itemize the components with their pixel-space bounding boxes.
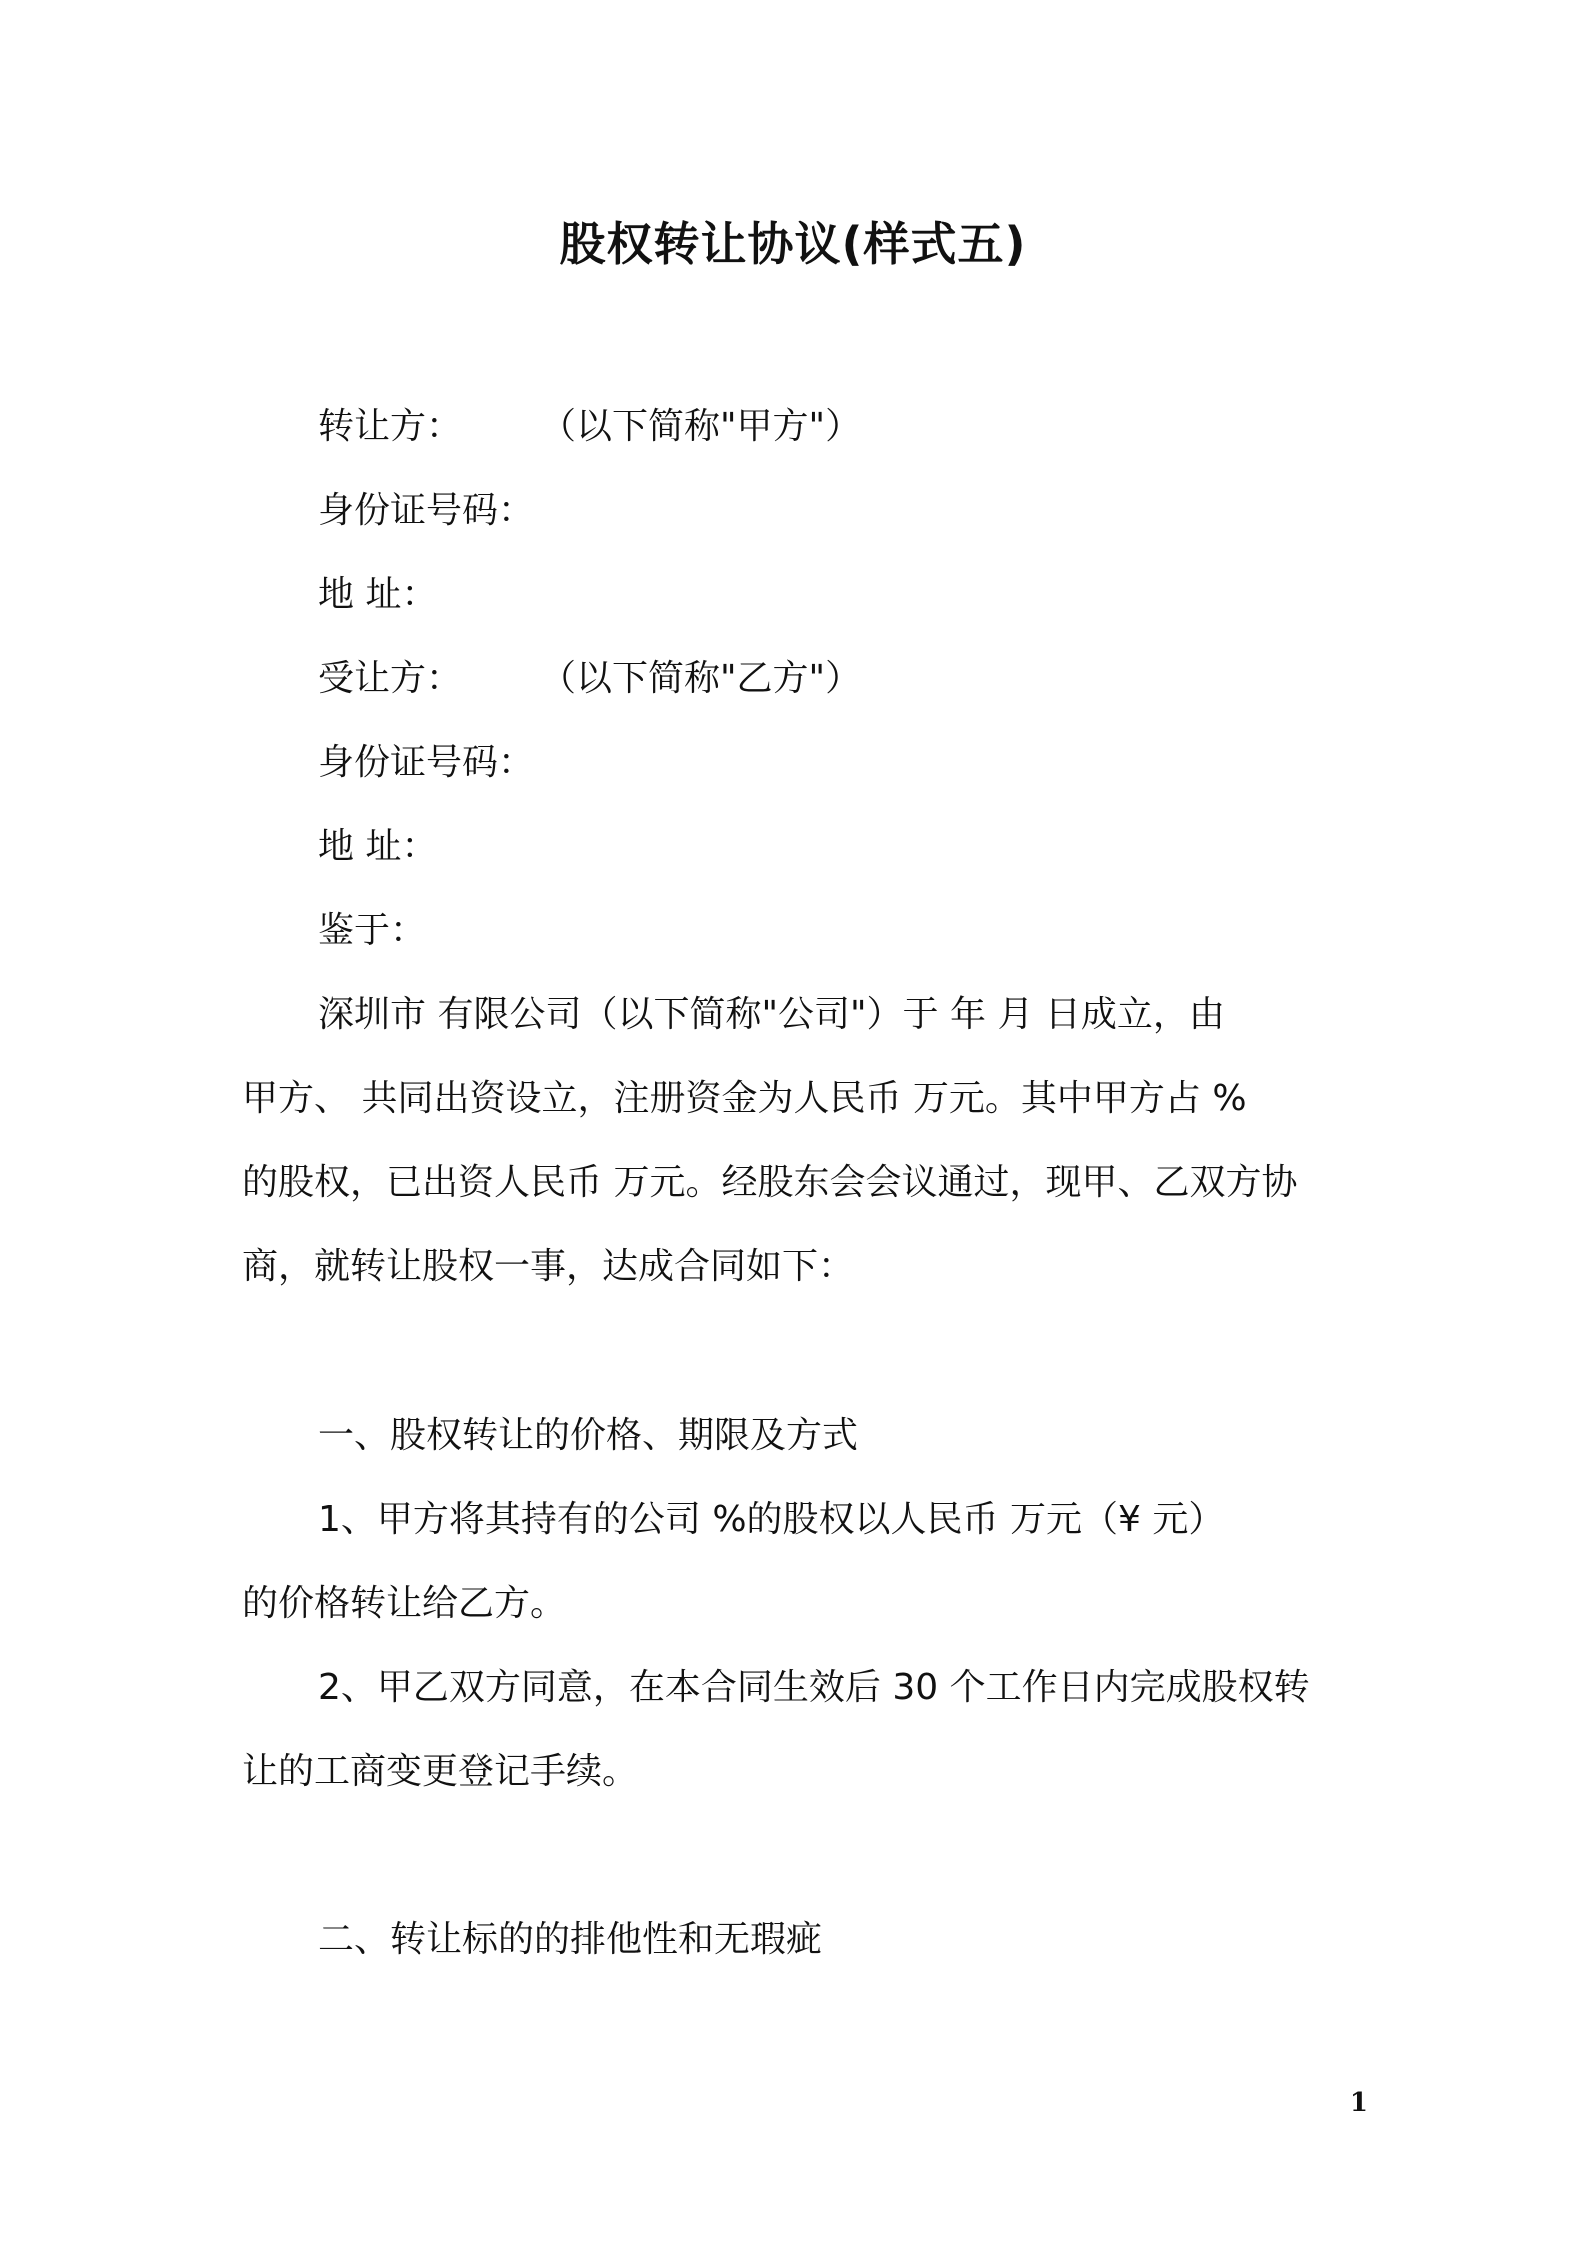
clause-1-line-2: 的价格转让给乙方。 bbox=[242, 1583, 567, 1624]
clause-1-line-1: 1、甲方将其持有的公司 %的股权以人民币 万元（¥ 元） bbox=[318, 1499, 1225, 1540]
whereas-line-2: 甲方、 共同出资设立，注册资金为人民币 万元。其中甲方占 % bbox=[242, 1078, 1247, 1119]
transferee-id-label: 身份证号码： bbox=[318, 742, 535, 783]
section-one-heading: 一、股权转让的价格、期限及方式 bbox=[318, 1415, 859, 1456]
section-two-heading: 二、转让标的的排他性和无瑕疵 bbox=[318, 1919, 823, 1960]
page-number: 1 bbox=[1349, 2088, 1368, 2118]
transferee-address-label: 地 址： bbox=[318, 826, 438, 867]
clause-2-line-1: 2、甲乙双方同意，在本合同生效后 30 个工作日内完成股权转 bbox=[318, 1667, 1310, 1708]
transferee-id-row bbox=[0, 739, 1586, 787]
transferor-row bbox=[0, 403, 1586, 451]
transferor-note: （以下简称"甲方"） bbox=[540, 406, 862, 447]
transferor-id-row bbox=[0, 487, 1586, 535]
document-title: 股权转让协议(样式五) bbox=[559, 217, 1027, 271]
whereas-line-4: 商，就转让股权一事，达成合同如下： bbox=[242, 1246, 855, 1287]
transferee-note: （以下简称"乙方"） bbox=[540, 658, 862, 699]
whereas-line-3: 的股权，已出资人民币 万元。经股东会会议通过，现甲、乙双方协 bbox=[242, 1162, 1298, 1203]
transferor-address-row bbox=[0, 571, 1586, 619]
clause-2-line-2: 让的工商变更登记手续。 bbox=[242, 1751, 639, 1792]
transferor-address-label: 地 址： bbox=[318, 574, 438, 615]
transferor-id-label: 身份证号码： bbox=[318, 490, 535, 531]
whereas-line-1: 深圳市 有限公司（以下简称"公司"）于 年 月 日成立，由 bbox=[318, 994, 1225, 1035]
transferee-label: 受让方： bbox=[318, 658, 463, 699]
whereas-label: 鉴于： bbox=[318, 910, 427, 951]
transferor-label: 转让方： bbox=[318, 406, 463, 447]
transferee-row bbox=[0, 655, 1586, 703]
transferee-address-row bbox=[0, 823, 1586, 871]
